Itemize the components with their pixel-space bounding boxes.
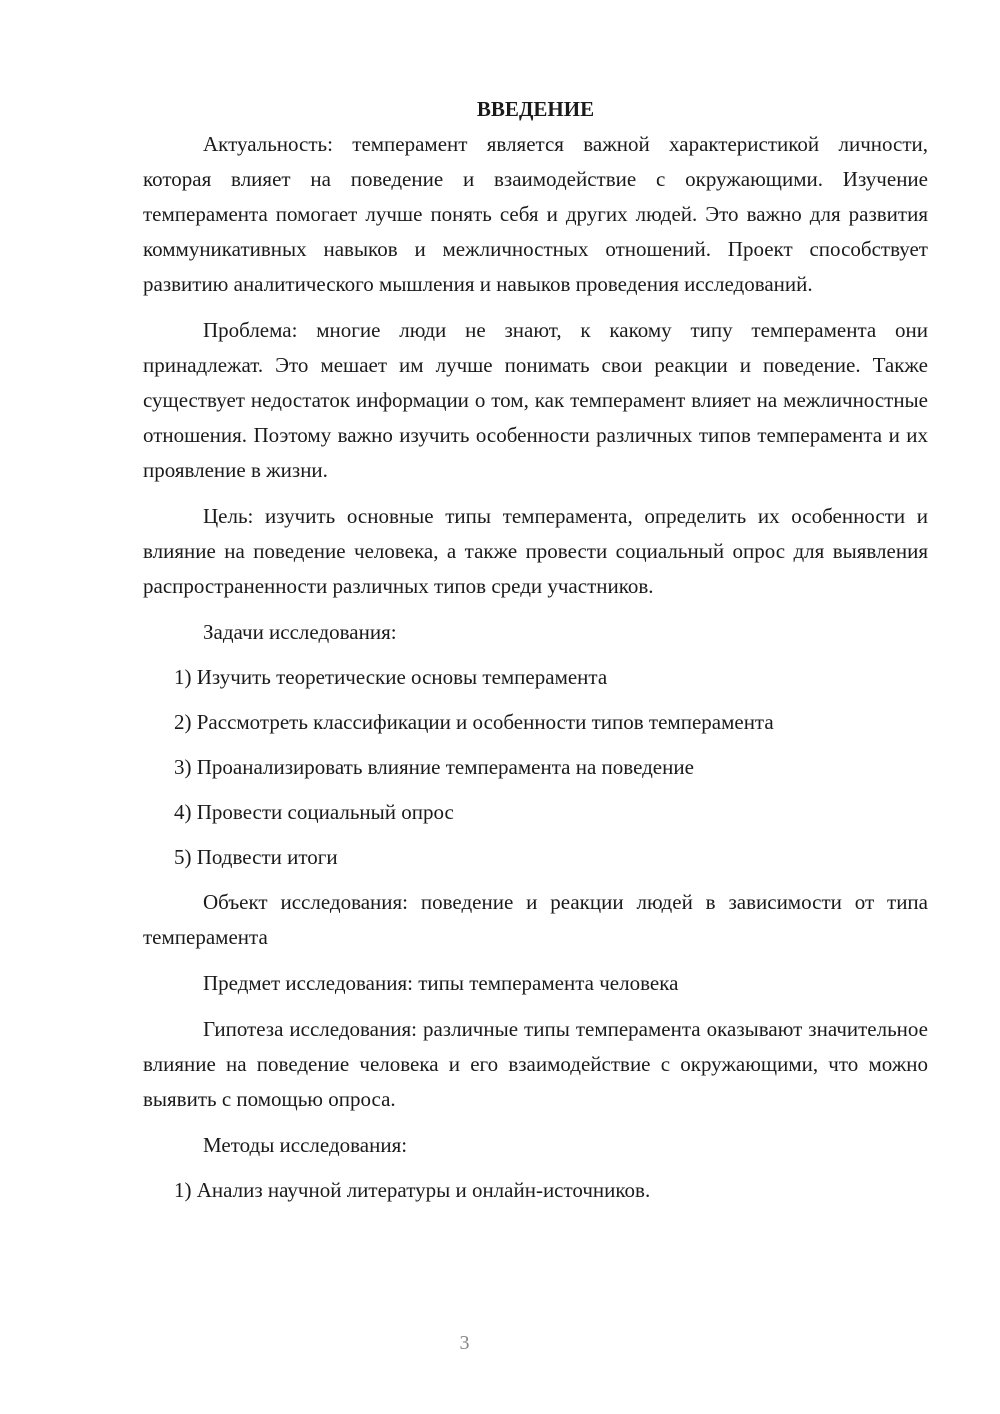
list-item: 3) Проанализировать влияние темперамента на поведение <box>174 755 694 779</box>
paragraph-goal: Цель: изучить основные типы темперамента, определить их особенности и влияние на поведение человека, а также провести социальный опрос для выявления распространенности различных типов среди участников. <box>143 504 928 598</box>
list-item: 2) Рассмотреть классификации и особенности типов темперамента <box>174 710 774 734</box>
paragraph-object: Объект исследования: поведение и реакции людей в зависимости от типа темперамента <box>143 890 928 949</box>
list-item: 1) Изучить теоретические основы темперамента <box>174 665 608 689</box>
list-item: 1) Анализ научной литературы и онлайн-источников. <box>174 1178 651 1202</box>
tasks-list <box>143 660 928 875</box>
paragraph-relevance: Актуальность: темперамент является важной характеристикой личности, которая влияет на поведение и взаимодействие с окружающими. Изучение темперамента помогает лучше понять себя и других людей. Это важно для развития коммуникативных навыков и межличностных отношений. Проект способствует развитию аналитического мышления и навыков проведения исследований. <box>143 132 928 296</box>
list-item: 4) Провести социальный опрос <box>174 800 454 824</box>
page-content <box>143 92 928 1218</box>
paragraph-subject: Предмет исследования: типы темперамента человека <box>203 971 679 995</box>
tasks-heading: Задачи исследования: <box>203 620 397 644</box>
section-title: ВВЕДЕНИЕ <box>476 97 595 121</box>
list-item: 5) Подвести итоги <box>174 845 338 869</box>
page-number: 3 <box>459 1332 470 1354</box>
methods-heading: Методы исследования: <box>203 1133 408 1157</box>
paragraph-hypothesis: Гипотеза исследования: различные типы темперамента оказывают значительное влияние на поведение человека и его взаимодействие с окружающими, что можно выявить с помощью опроса. <box>143 1017 928 1111</box>
paragraph-problem: Проблема: многие люди не знают, к какому типу темперамента они принадлежат. Это мешает им лучше понимать свои реакции и поведение. Также существует недостаток информации о том, как темперамент влияет на межличностные отношения. Поэтому важно изучить особенности различных типов темперамента и их проявление в жизни. <box>143 318 928 482</box>
methods-list <box>143 1173 928 1208</box>
